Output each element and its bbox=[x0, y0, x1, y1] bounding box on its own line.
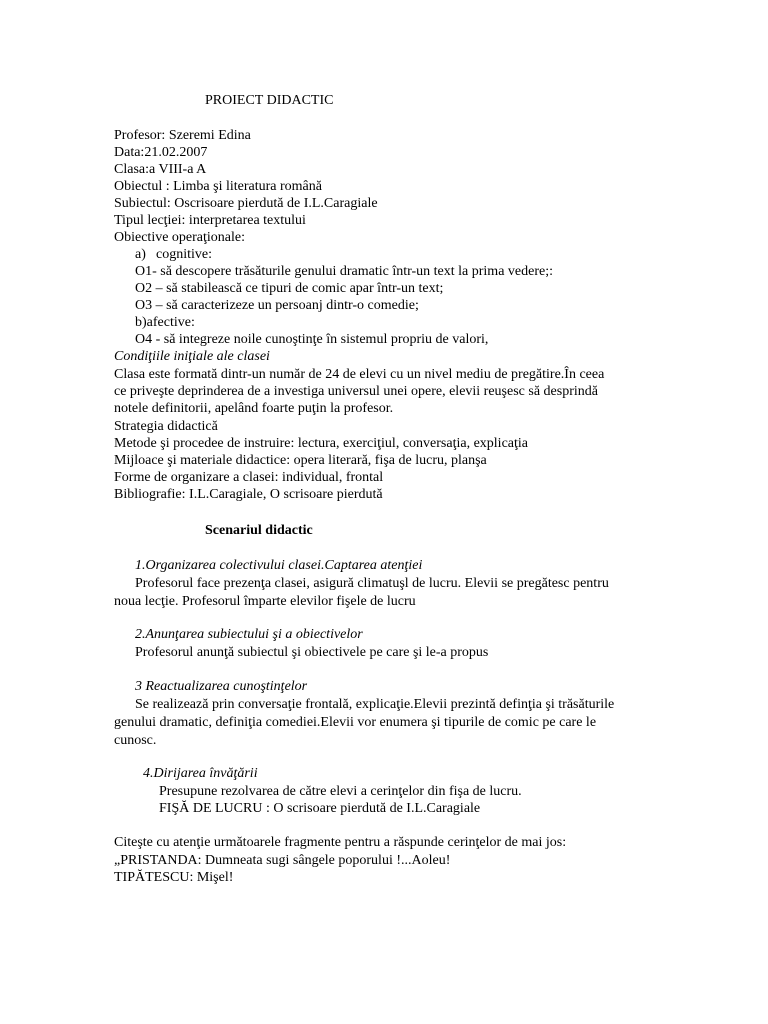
strategy-heading: Strategia didactică bbox=[114, 419, 218, 434]
section-4-line-2: FIŞĂ DE LUCRU : O scrisoare pierdută de I.L.Caragiale bbox=[159, 801, 481, 816]
section-1-line-1: Profesorul face prezenţa clasei, asigură climatuşl de lucru. Elevii se pregătesc pentru bbox=[135, 576, 609, 591]
closing-line-3: TIPĂTESCU: Mişel! bbox=[114, 870, 234, 885]
strategy-materials: Mijloace şi materiale didactice: opera literară, fişa de lucru, planşa bbox=[114, 453, 487, 468]
strategy-organization: Forme de organizare a clasei: individual, frontal bbox=[114, 470, 384, 485]
class-line: Clasa:a VIII-a A bbox=[114, 162, 207, 177]
conditions-line-1: Clasa este formată dintr-un număr de 24 de elevi cu un nivel mediu de pregătire.În ceea bbox=[114, 367, 605, 382]
scenario-heading: Scenariul didactic bbox=[205, 523, 313, 538]
section-3-line-2: genului dramatic, definiţia comediei.Elevii vor enumera şi tipurile de comic pe care le bbox=[114, 715, 597, 730]
objective-o4: O4 - să integreze noile cunoştinţe în sistemul propriu de valori, bbox=[135, 332, 489, 347]
objective-group-a-text: cognitive: bbox=[156, 247, 212, 262]
conditions-line-3: notele definitorii, apelând foarte puţin la profesor. bbox=[114, 401, 394, 416]
closing-line-1: Citeşte cu atenţie următoarele fragmente pentru a răspunde cerinţelor de mai jos: bbox=[114, 835, 567, 850]
objective-o1: O1- să descopere trăsăturile genului dramatic într-un text la prima vedere;: bbox=[135, 264, 553, 279]
conditions-line-2: ce priveşte deprinderea de a investiga universul unei opere, elevii reuşesc să desprindă bbox=[114, 384, 598, 399]
document-title: PROIECT DIDACTIC bbox=[205, 93, 334, 108]
lesson-type-line: Tipul lecţiei: interpretarea textului bbox=[114, 213, 306, 228]
section-3-line-1: Se realizează prin conversaţie frontală, explicaţie.Elevii prezintă definţia şi trăsăturile bbox=[135, 697, 615, 712]
section-3-title: 3 Reactualizarea cunoştinţelor bbox=[135, 679, 308, 694]
strategy-bibliography: Bibliografie: I.L.Caragiale, O scrisoare pierdută bbox=[114, 487, 383, 502]
closing-line-2: „PRISTANDA: Dumneata sugi sângele poporului !...Aoleu! bbox=[114, 853, 451, 868]
section-1-line-2: noua lecţie. Profesorul împarte elevilor fişele de lucru bbox=[114, 594, 416, 609]
objective-o2: O2 – să stabilească ce tipuri de comic apar într-un text; bbox=[135, 281, 444, 296]
date-line: Data:21.02.2007 bbox=[114, 145, 208, 160]
section-2-title: 2.Anunţarea subiectului şi a obiectivelor bbox=[135, 627, 363, 642]
objective-o3: O3 – să caracterizeze un persoanj dintr-o comedie; bbox=[135, 298, 419, 313]
lesson-subject-line: Subiectul: Oscrisoare pierdută de I.L.Caragiale bbox=[114, 196, 378, 211]
objective-group-b: b)afective: bbox=[135, 315, 195, 330]
section-3-line-3: cunosc. bbox=[114, 733, 157, 748]
objective-group-a-label: a) bbox=[135, 247, 146, 262]
conditions-heading: Condiţiile iniţiale ale clasei bbox=[114, 349, 270, 364]
section-1-title: 1.Organizarea colectivului clasei.Captarea atenţiei bbox=[135, 558, 423, 573]
profesor-line: Profesor: Szeremi Edina bbox=[114, 128, 251, 143]
strategy-methods: Metode şi procedee de instruire: lectura, exerciţiul, conversaţia, explicaţia bbox=[114, 436, 528, 451]
subject-area-line: Obiectul : Limba şi literatura română bbox=[114, 179, 322, 194]
section-4-title: 4.Dirijarea învăţării bbox=[143, 766, 258, 781]
section-4-line-1: Presupune rezolvarea de către elevi a cerinţelor din fişa de lucru. bbox=[159, 784, 522, 799]
objectives-heading: Obiective operaţionale: bbox=[114, 230, 245, 245]
section-2-line-1: Profesorul anunţă subiectul şi obiectivele pe care şi le-a propus bbox=[135, 645, 489, 660]
